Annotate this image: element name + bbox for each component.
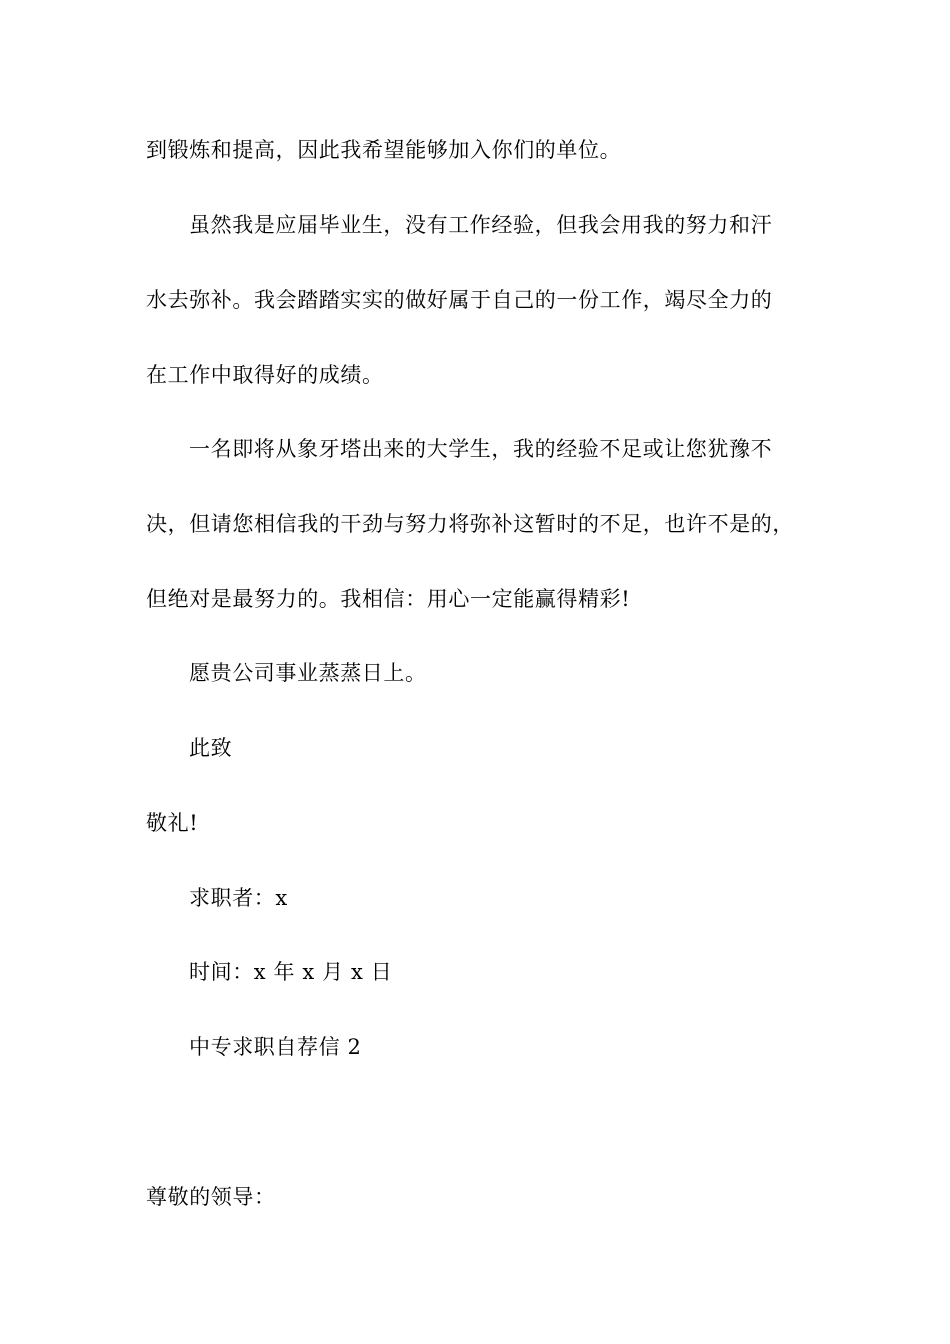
- paragraph-line: 虽然我是应届毕业生，没有工作经验，但我会用我的努力和汗: [189, 213, 773, 237]
- closing-wish: 愿贵公司事业蒸蒸日上。: [189, 661, 427, 685]
- paragraph-line: 到锻炼和提高，因此我希望能够加入你们的单位。: [146, 138, 622, 162]
- paragraph-line: 水去弥补。我会踏踏实实的做好属于自己的一份工作，竭尽全力的: [146, 288, 773, 312]
- salutation-regards: 敬礼!: [146, 811, 199, 835]
- section-title: 中专求职自荐信 2: [189, 1035, 362, 1059]
- letter-greeting: 尊敬的领导：: [146, 1185, 276, 1209]
- paragraph-line: 一名即将从象牙塔出来的大学生，我的经验不足或让您犹豫不: [189, 437, 773, 461]
- paragraph-line: 在工作中取得好的成绩。: [146, 363, 384, 387]
- salutation-closing: 此致: [189, 736, 233, 760]
- date-line: 时间：x 年 x 月 x 日: [189, 960, 393, 984]
- paragraph-line: 决，但请您相信我的干劲与努力将弥补这暂时的不足，也许不是的，: [146, 512, 794, 536]
- paragraph-line: 但绝对是最努力的。我相信：用心一定能赢得精彩!: [146, 587, 631, 611]
- applicant-signature: 求职者：x: [189, 886, 288, 910]
